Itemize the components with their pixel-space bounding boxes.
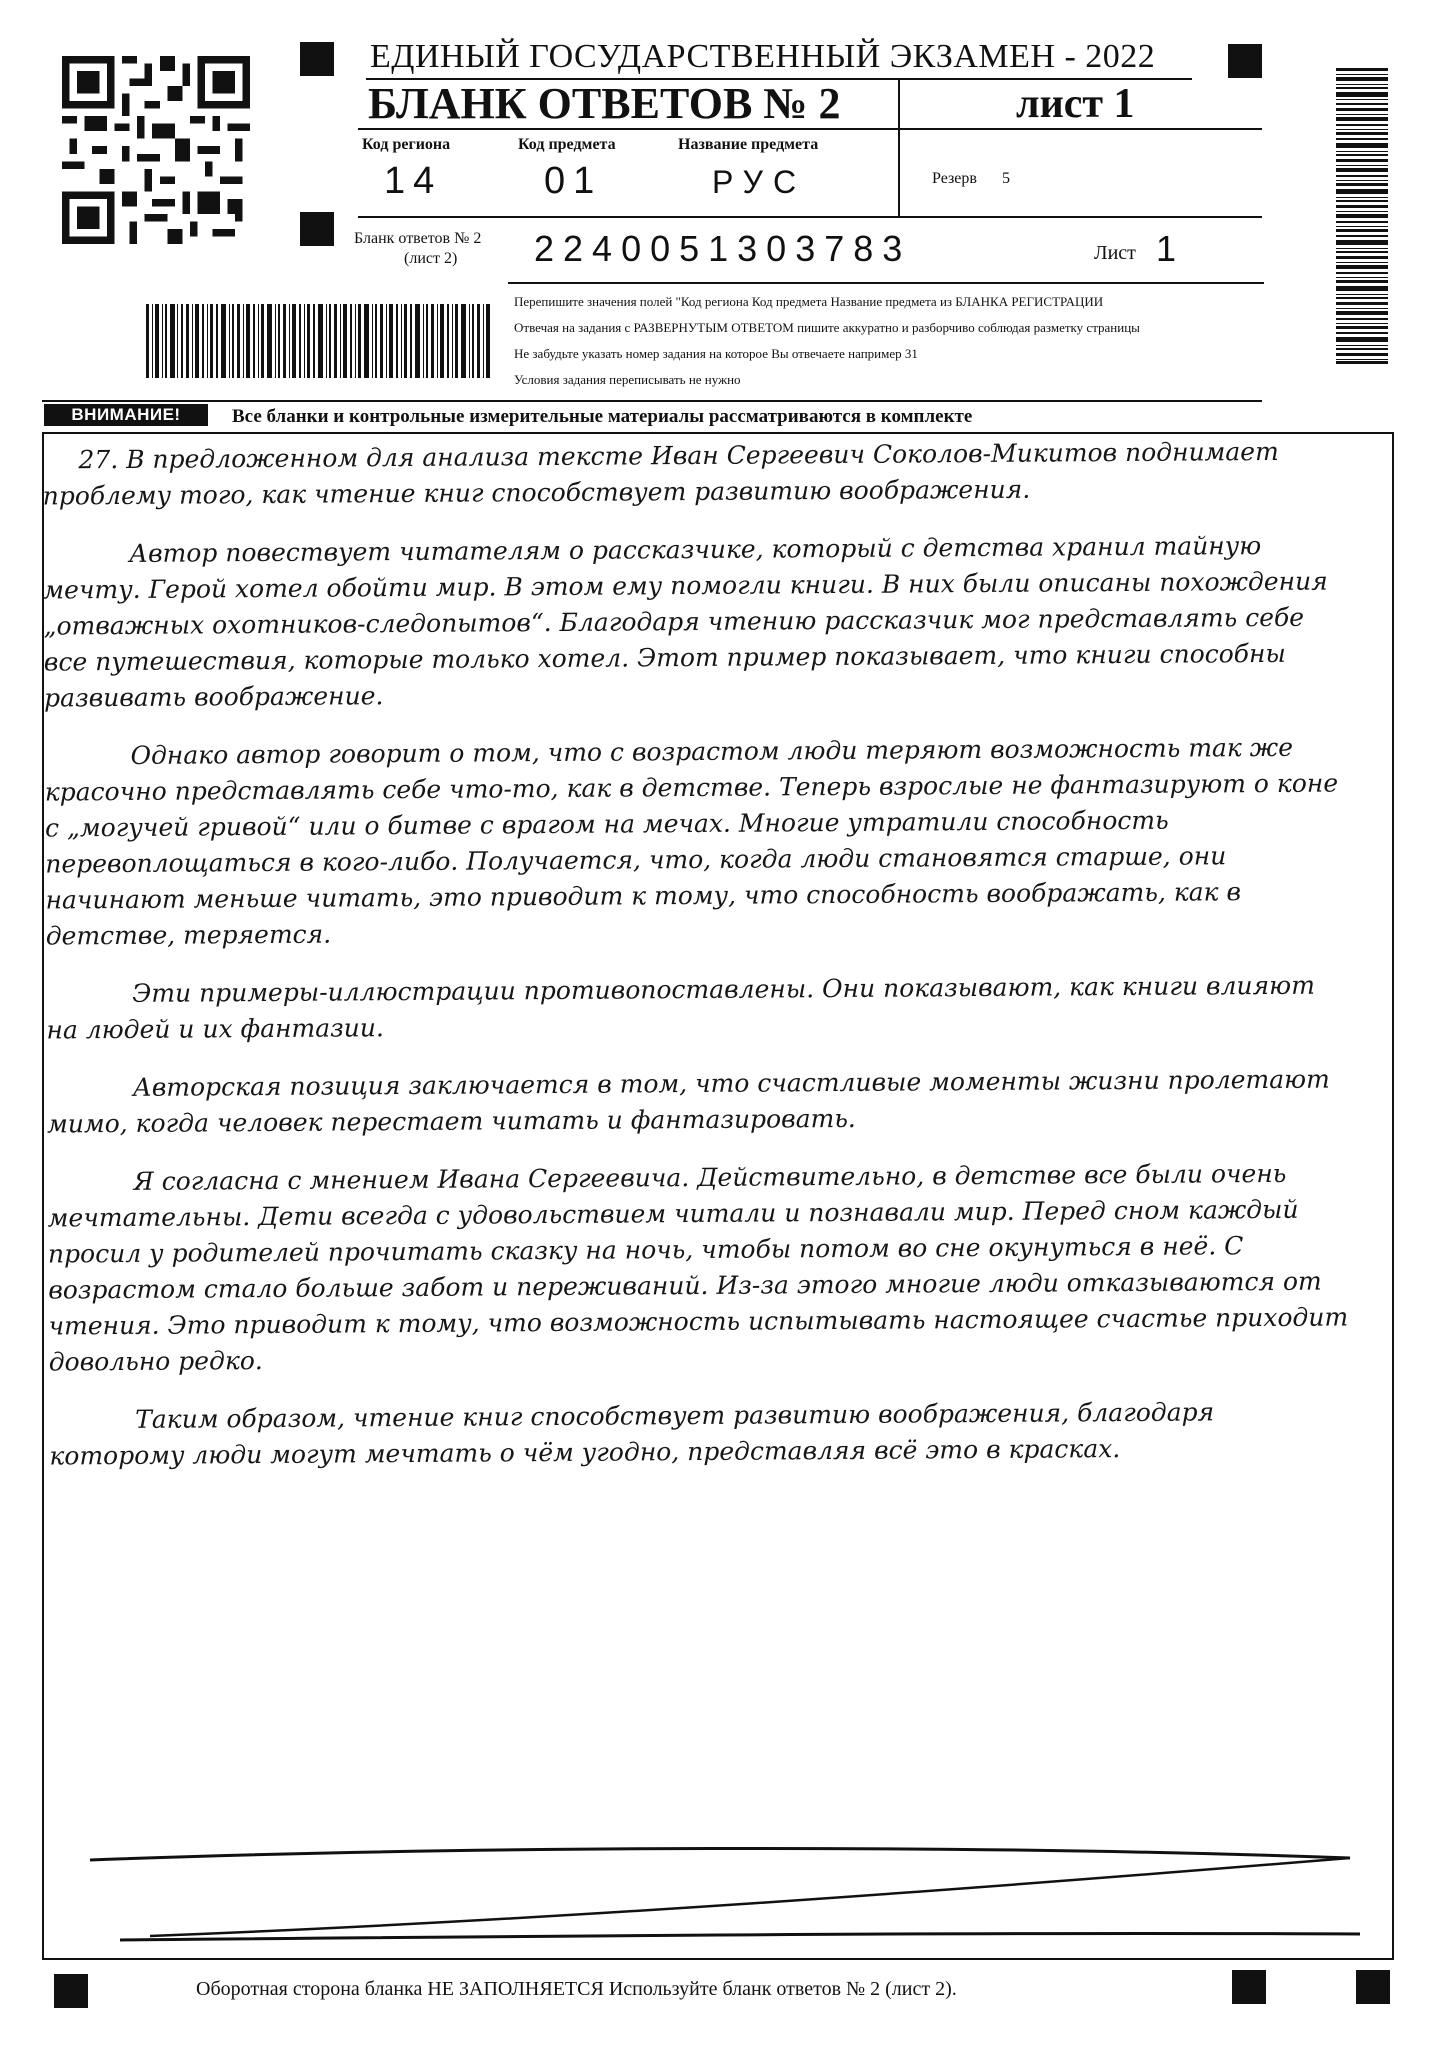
answer-paragraph: 27. В предложенном для анализа тексте Иван Сергеевич Соколов-Микитов поднимает проблему того, как чтение книг способствует развитию воображения. <box>42 436 1279 511</box>
blank-id-label: Бланк ответов № 2 <box>354 230 482 247</box>
barcode-horizontal-icon <box>146 304 492 378</box>
qr-code-icon <box>62 54 250 246</box>
strike-line-bottom <box>120 1933 1360 1940</box>
subject-code-label: Код предмета <box>518 136 616 153</box>
blank-id-sublabel: (лист 2) <box>404 250 458 267</box>
reserve-value: 5 <box>1002 170 1010 187</box>
instruction-line-2: Отвечая на задания с РАЗВЕРНУТЫМ ОТВЕТОМ пишите аккуратно и разборчиво соблюдая разметку страницы <box>514 320 1140 335</box>
closing-strike-lines <box>60 1840 1380 1950</box>
registration-marker-bottom-mid <box>1232 1970 1266 2004</box>
barcode-vertical-icon <box>1336 68 1388 364</box>
header-divider-1 <box>358 128 1262 130</box>
registration-marker-mid-left <box>300 212 334 246</box>
registration-marker-bottom-right <box>1356 1970 1390 2004</box>
answer-paragraph: Таким образом, чтение книг способствует развитию воображения, благодаря которому люди могут мечтать о чём угодно, представляя всё это в красках. <box>49 1397 1215 1471</box>
blank-id-value: 2240051303783 <box>534 228 912 269</box>
header-divider-vertical <box>898 80 900 216</box>
exam-title: ЕДИНЫЙ ГОСУДАРСТВЕННЫЙ ЭКЗАМЕН - 2022 <box>370 38 1156 75</box>
registration-marker-top-left <box>300 42 334 76</box>
form-title: БЛАНК ОТВЕТОВ № 2 <box>368 79 841 128</box>
answer-paragraph: Авторская позиция заключается в том, что счастливые моменты жизни пролетают мимо, когда человек перестает читать и фантазировать. <box>46 1064 1330 1139</box>
header-divider-2 <box>358 216 1262 218</box>
answer-paragraph: Однако автор говорит о том, что с возрастом люди теряют возможность так же красочно представлять себе что-то, как в детстве. Теперь взрослые не фантазируют о коне с „могучей гривой“ или о битве с врагом на мечах. Многие утратили способность перевоплощаться в кого-либо. Получается, что, когда люди становятся старше, они начинают меньше читать, это приводит к тому, что способность воображать, как в детстве, теряется. <box>44 732 1339 951</box>
instruction-line-3: Не забудьте указать номер задания на которое Вы отвечаете например 31 <box>514 346 918 361</box>
subject-code-value: 01 <box>544 160 603 202</box>
strike-line-top <box>90 1848 1350 1860</box>
region-code-label: Код региона <box>362 136 451 153</box>
answer-paragraph: Эти примеры-иллюстрации противопоставлены. Они показывают, как книги влияют на людей и их фантазии. <box>46 970 1315 1045</box>
sheet-title: лист 1 <box>1016 81 1135 127</box>
footer-note: Оборотная сторона бланка НЕ ЗАПОЛНЯЕТСЯ Используйте бланк ответов № 2 (лист 2). <box>196 1978 957 2000</box>
instruction-line-1: Перепишите значения полей "Код региона Код предмета Название предмета из БЛАНКА РЕГИСТРАЦИИ <box>514 294 1104 309</box>
region-code-value: 14 <box>384 160 443 202</box>
subject-name-label: Название предмета <box>678 136 819 153</box>
attention-text: Все бланки и контрольные измерительные материалы рассматриваются в комплекте <box>232 406 973 427</box>
answer-paragraph: Я согласна с мнением Ивана Сергеевича. Действительно, в детстве все были очень мечтательны. Дети всегда с удовольствием читали и познавали мир. Перед сном каждый просил у родителей прочитать сказку на ночь, чтобы потом во сне окунуться в неё. С возрастом стало больше забот и переживаний. Из-за этого многие люди отказываются от чтения. Это приводит к тому, что возможность испытывать настоящее счастье приходит довольно редко. <box>47 1158 1349 1377</box>
sheet-number-label: Лист <box>1094 242 1136 264</box>
instruction-line-4: Условия задания переписывать не нужно <box>514 372 741 387</box>
registration-marker-top-right <box>1228 44 1262 78</box>
strike-line-diagonal <box>150 1858 1350 1936</box>
attention-badge: ВНИМАНИЕ! <box>44 404 208 426</box>
subject-name-value: РУС <box>712 164 807 200</box>
handwritten-answer <box>42 433 1349 1496</box>
answer-paragraph: Автор повествует читателям о рассказчике, который с детства хранил тайную мечту. Герой хотел обойти мир. В этом ему помогли книги. В них были описаны похождения „отважных охотников-следопытов“. Благодаря чтению рассказчик мог представлять себе все путешествия, которые только хотел. Этот пример показывает, что книги способны развивать воображение. <box>43 531 1328 713</box>
attention-divider <box>42 400 1262 402</box>
registration-marker-bottom-left <box>54 1974 88 2008</box>
sheet-number-value: 1 <box>1156 228 1185 269</box>
instructions-divider <box>508 282 1264 284</box>
reserve-label: Резерв <box>932 170 977 187</box>
